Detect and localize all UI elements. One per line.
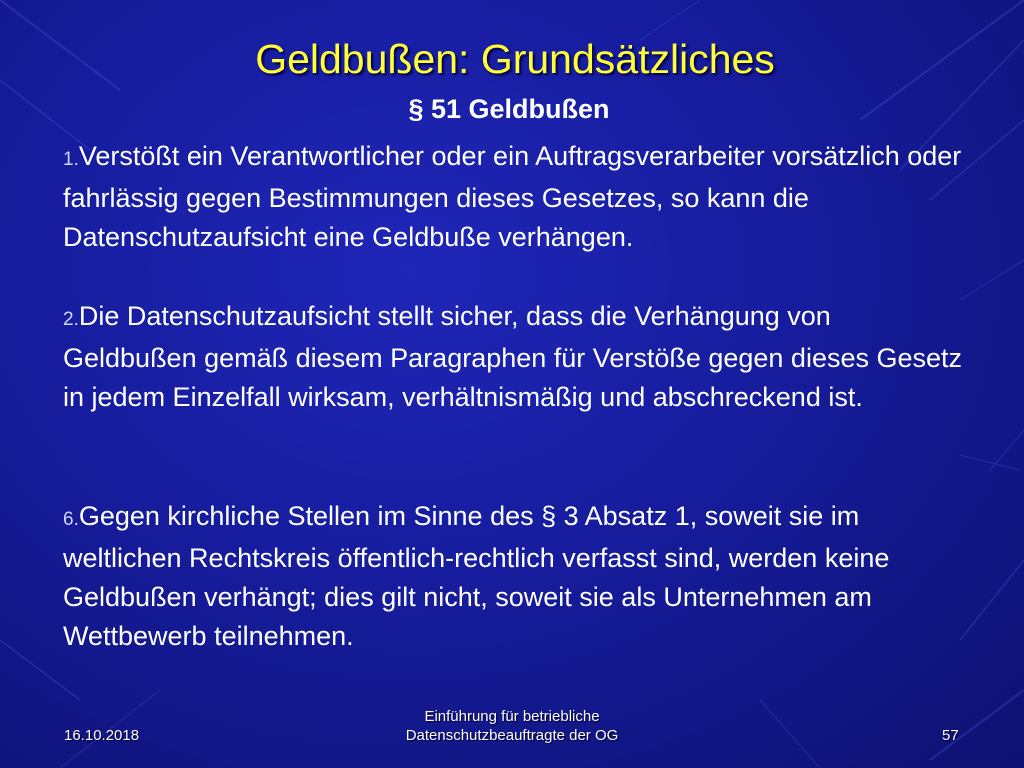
footer-title [312, 707, 712, 745]
page-number: 57 [942, 727, 959, 744]
paragraph-text: Gegen kirchliche Stellen im Sinne des § 3 Absatz 1, soweit sie im weltlichen Rechtskreis öffentlich-rechtlich verfasst sind, werden keine Geldbußen verhängt; dies gilt nicht, soweit sie als Unternehmen am Wettbewerb teilnehmen. [63, 501, 890, 651]
footer-title-line-1: Einführung für betriebliche [424, 708, 600, 725]
footer-date: 16.10.2018 [64, 727, 140, 744]
paragraph-text: Verstößt ein Verantwortlicher oder ein Auftragsverarbeiter vorsätzlich oder fahrlässig gegen Bestimmungen dieses Gesetzes, so kann die Datenschutzaufsicht eine Geldbuße verhängen. [63, 141, 962, 252]
paragraph-number: 2. [63, 309, 79, 330]
paragraph-number: 1. [63, 149, 79, 170]
paragraph-1 [63, 137, 968, 257]
paragraph-number: 6. [63, 509, 79, 530]
slide-title: Geldbußen: Grundsätzliches [255, 36, 775, 82]
paragraph-text: Die Datenschutzaufsicht stellt sicher, dass die Verhängung von Geldbußen gemäß diesem Paragraphen für Verstöße gegen dieses Gesetz in jedem Einzelfall wirksam, verhältnismäßig und abschreckend ist. [63, 301, 963, 412]
paragraph-6 [63, 497, 968, 656]
paragraph-2 [63, 297, 968, 417]
slide-subtitle: § 51 Geldbußen [408, 94, 610, 124]
footer-title-line-2: Datenschutzbeauftragte der OG [405, 727, 619, 744]
